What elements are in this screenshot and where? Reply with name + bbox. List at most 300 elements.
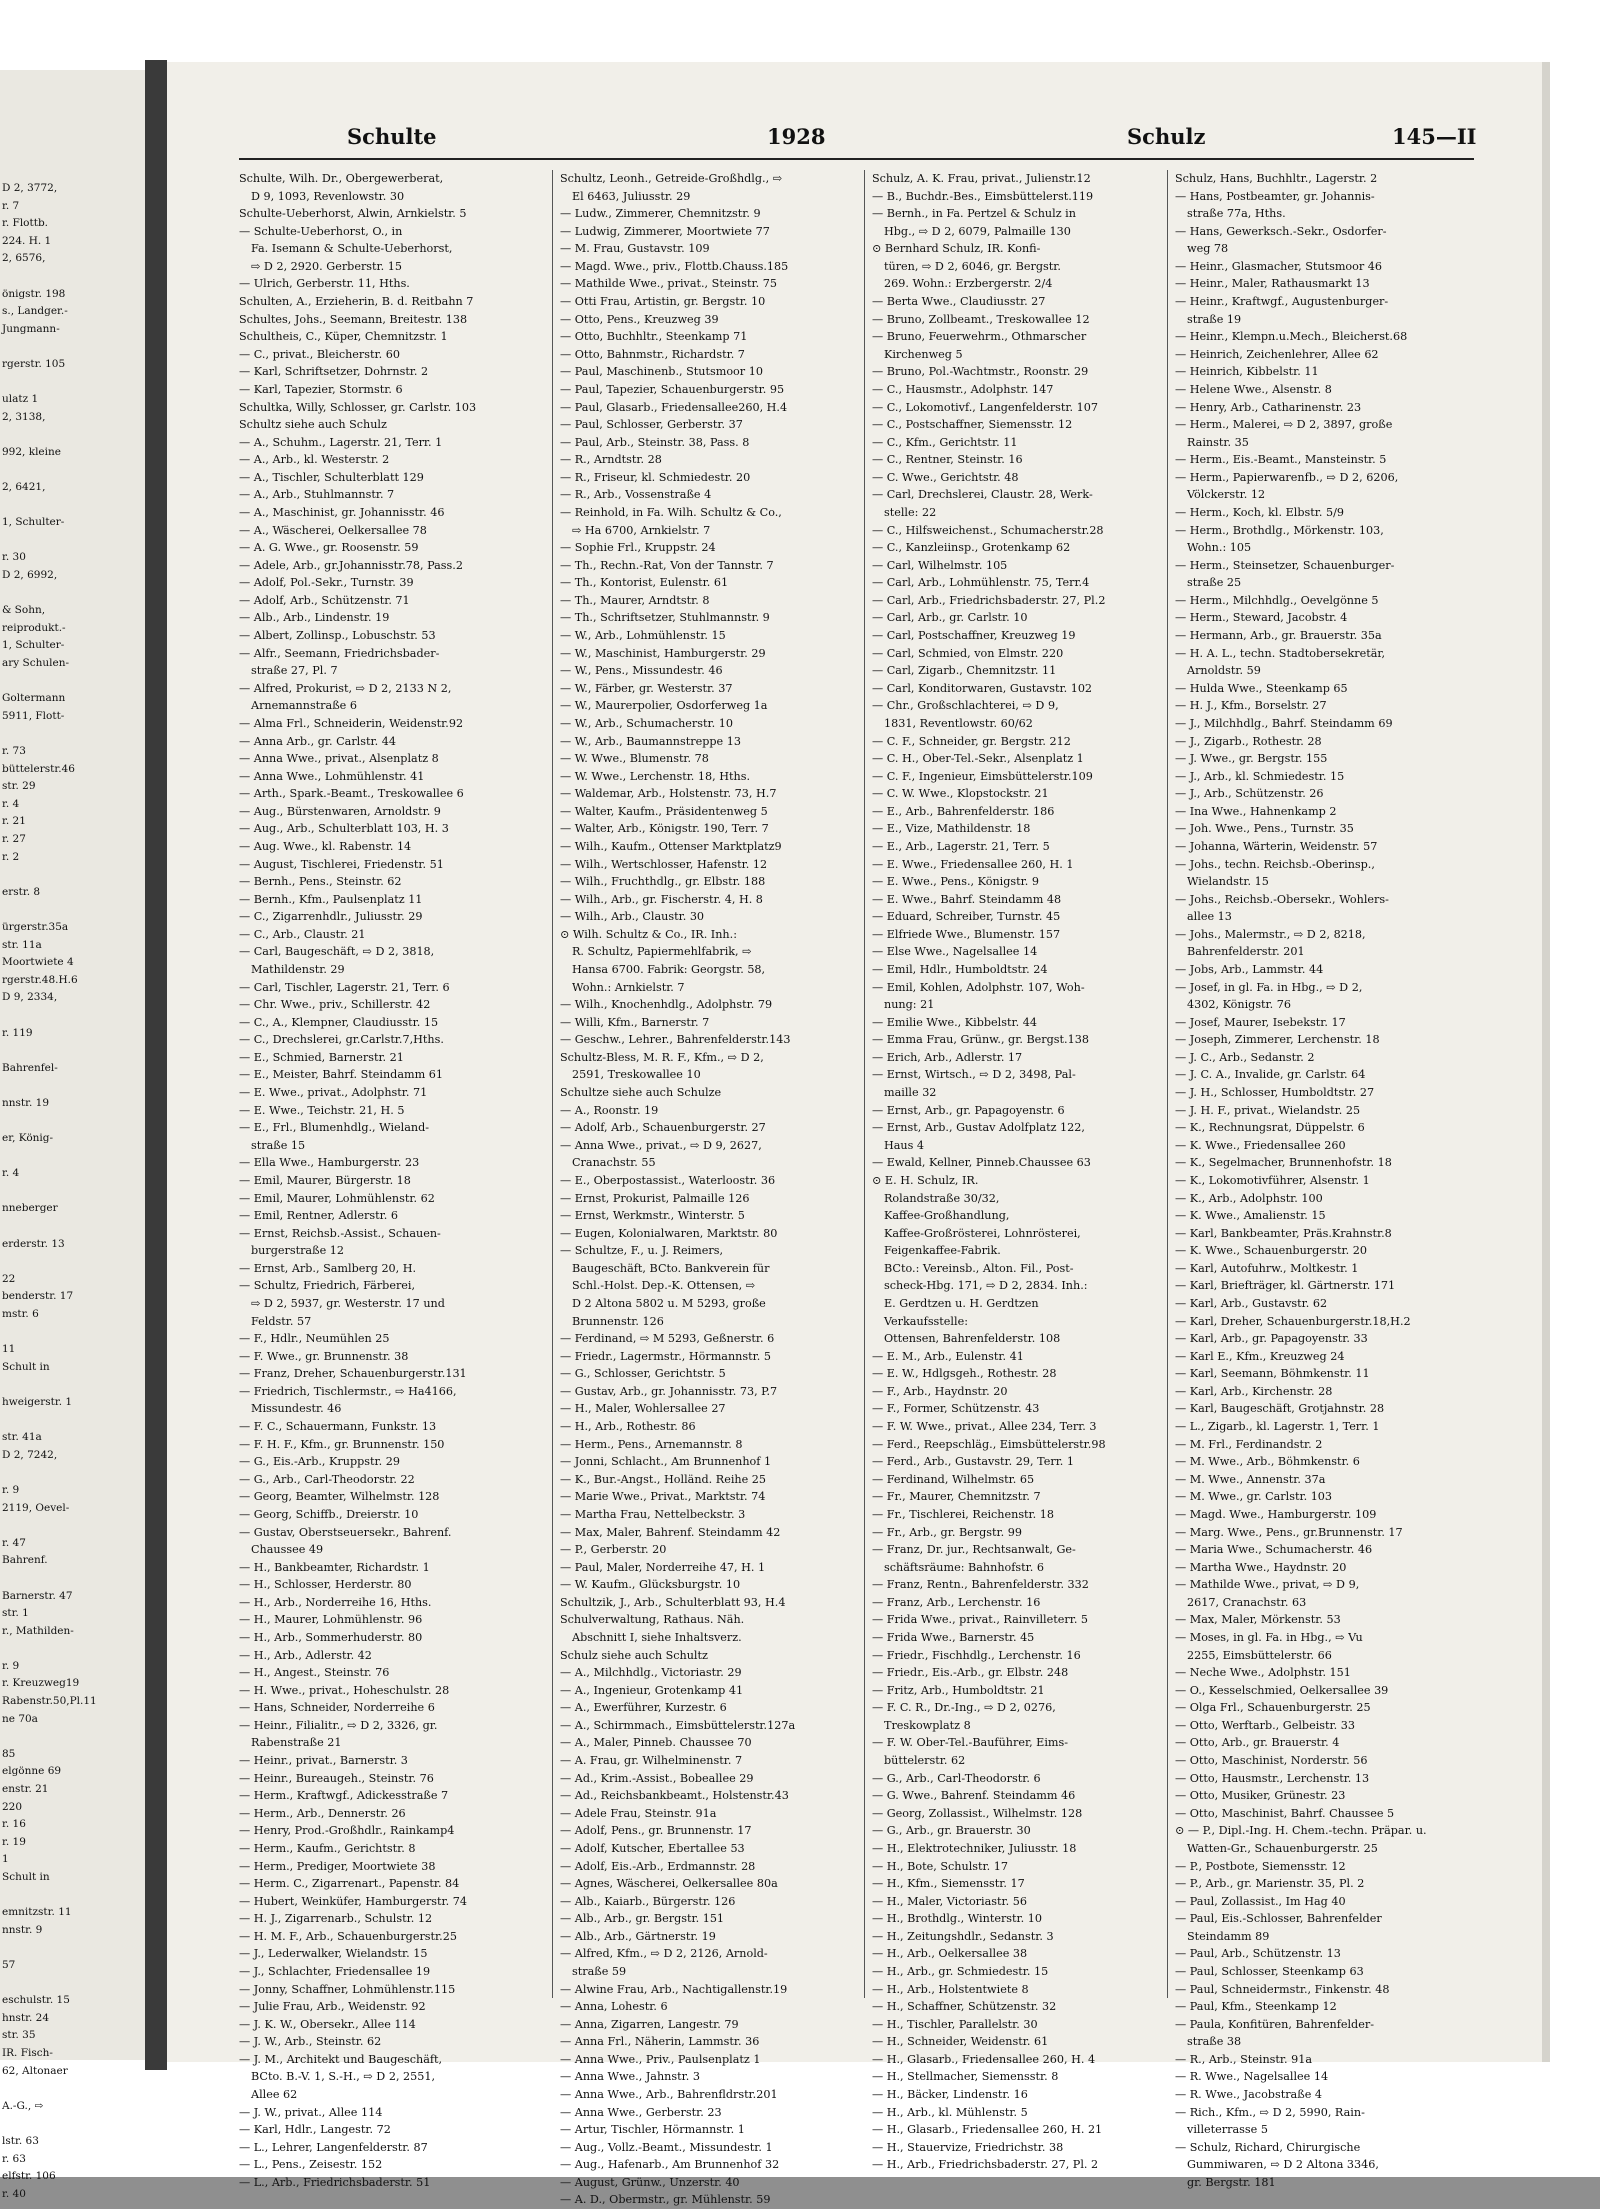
directory-entry-line: — E., Meister, Bahrf. Steindamm 61 bbox=[239, 1068, 444, 1082]
left-page-line: 85 bbox=[2, 1747, 16, 1760]
directory-entry-line: — J. C. A., Invalide, gr. Carlstr. 64 bbox=[1175, 1068, 1366, 1082]
directory-entry-line: — E. Wwe., Bahrf. Steindamm 48 bbox=[872, 892, 1062, 906]
directory-entry-line: 1831, Reventlowstr. 60/62 bbox=[884, 716, 1033, 730]
left-page-line: 2119, Oevel- bbox=[2, 1501, 70, 1514]
directory-entry-line: — Alma Frl., Schneiderin, Weidenstr.92 bbox=[239, 716, 464, 730]
directory-entry-line: — Albert, Zollinsp., Lobuschstr. 53 bbox=[239, 629, 436, 643]
left-page-line: D 9, 2334, bbox=[2, 991, 58, 1004]
directory-entry-line: 4302, Königstr. 76 bbox=[1187, 998, 1292, 1012]
directory-entry-line: — Bernh., Kfm., Paulsenplatz 11 bbox=[239, 892, 423, 906]
left-page-line bbox=[2, 497, 142, 515]
directory-entry-line: 2255, Eimsbüttelerstr. 66 bbox=[1187, 1648, 1332, 1662]
directory-entry-line: — Carl, Tischler, Lagerstr. 21, Terr. 6 bbox=[239, 980, 450, 994]
left-page-line: r. 73 bbox=[2, 745, 26, 757]
directory-entry-line: — Carl, Arb., gr. Carlstr. 10 bbox=[872, 611, 1028, 625]
left-page-line bbox=[2, 1640, 142, 1658]
directory-entry-line: — Schulte-Ueberhorst, O., in bbox=[239, 224, 403, 238]
directory-entry-line: — H., Arb., Oelkersallee 38 bbox=[872, 1947, 1028, 1961]
directory-entry-line: — Fr., Maurer, Chemnitzstr. 7 bbox=[872, 1490, 1041, 1504]
left-page-line: Schult in bbox=[2, 1360, 50, 1373]
directory-entry-line: — Carl, Postschaffner, Kreuzweg 19 bbox=[872, 629, 1076, 643]
directory-entry-line: — H., Elektrotechniker, Juliusstr. 18 bbox=[872, 1841, 1077, 1855]
directory-entry-line: ⇨ Ha 6700, Arnkielstr. 7 bbox=[572, 523, 711, 537]
directory-entry-line: — K. Wwe., Friedensallee 260 bbox=[1175, 1138, 1346, 1152]
directory-entry-line: straße 19 bbox=[1187, 312, 1242, 326]
directory-entry-line: — Carl, Konditorwaren, Gustavstr. 102 bbox=[872, 681, 1093, 695]
directory-entry-line: Abschnitt I, siehe Inhaltsverz. bbox=[572, 1630, 742, 1644]
directory-entry-line: straße 59 bbox=[572, 1964, 627, 1978]
directory-entry-line: — G., Arb., gr. Brauerstr. 30 bbox=[872, 1824, 1031, 1838]
left-page-line: r. 7 bbox=[2, 199, 20, 212]
left-page-line: str. 35 bbox=[2, 2029, 36, 2042]
directory-entry-line: — Anna, Lohestr. 6 bbox=[560, 2000, 668, 2014]
directory-entry-line: — Fr., Arb., gr. Bergstr. 99 bbox=[872, 1525, 1022, 1539]
directory-entry-line: — H., Maler, Wohlersallee 27 bbox=[560, 1402, 726, 1416]
directory-entry-line: Kaffee-Großrösterei, Lohnrösterei, bbox=[884, 1226, 1081, 1240]
directory-entry-line: — Helene Wwe., Alsenstr. 8 bbox=[1175, 382, 1332, 396]
directory-entry-line: — Walter, Arb., Königstr. 190, Terr. 7 bbox=[560, 822, 769, 836]
running-head-right: Schulz bbox=[1127, 124, 1206, 149]
directory-entry-line: — Ferdinand, ⇨ M 5293, Geßnerstr. 6 bbox=[560, 1332, 775, 1346]
directory-entry-line: — Paula, Konfitüren, Bahrenfelder- bbox=[1175, 2017, 1374, 2031]
directory-entry-line: — Otto, Pens., Kreuzweg 39 bbox=[560, 312, 719, 326]
directory-entry-line: — Sophie Frl., Kruppstr. 24 bbox=[560, 541, 716, 555]
directory-entry-line: Schulz, A. K. Frau, privat., Julienstr.12 bbox=[872, 172, 1091, 185]
directory-entry-line: — Alfr., Seemann, Friedrichsbader- bbox=[239, 646, 440, 660]
directory-entry-line: straße 25 bbox=[1187, 576, 1242, 590]
directory-entry-line: — E. Wwe., privat., Adolphstr. 71 bbox=[239, 1086, 428, 1100]
directory-entry-line: scheck-Hbg. 171, ⇨ D 2, 2834. Inh.: bbox=[884, 1279, 1088, 1293]
directory-entry-line: BCto. B.-V. 1, S.-H., ⇨ D 2, 2551, bbox=[251, 2070, 436, 2084]
directory-entry-line: — Georg, Beamter, Wilhelmstr. 128 bbox=[239, 1490, 440, 1504]
directory-entry-line: — F. W. Wwe., privat., Allee 234, Terr. 3 bbox=[872, 1420, 1097, 1434]
directory-entry-line: — W., Arb., Baumannstreppe 13 bbox=[560, 734, 741, 748]
directory-entry-line: — Eduard, Schreiber, Turnstr. 45 bbox=[872, 910, 1061, 924]
directory-entry-line: straße 15 bbox=[251, 1138, 306, 1152]
directory-entry-line: — Martha Wwe., Haydnstr. 20 bbox=[1175, 1560, 1347, 1574]
directory-entry-line: — Paul, Zollassist., Im Hag 40 bbox=[1175, 1894, 1346, 1908]
directory-entry-line: — J., Schlachter, Friedensallee 19 bbox=[239, 1964, 431, 1978]
directory-entry-line: büttelerstr. 62 bbox=[884, 1754, 966, 1768]
directory-entry-line: Rolandstraße 30/32, bbox=[884, 1191, 1000, 1205]
directory-entry-line: — Magd. Wwe., priv., Flottb.Chauss.185 bbox=[560, 259, 789, 273]
directory-entry-line: straße 77a, Hths. bbox=[1187, 207, 1286, 221]
directory-entry-line: — Jobs, Arb., Lammstr. 44 bbox=[1175, 963, 1324, 977]
directory-entry-line: — Karl, Hdlr., Langestr. 72 bbox=[239, 2123, 391, 2137]
directory-entry-line: — Heinr., Maler, Rathausmarkt 13 bbox=[1175, 277, 1370, 291]
directory-entry-line: Brunnenstr. 126 bbox=[572, 1314, 664, 1328]
directory-entry-line: — Herm. C., Zigarrenart., Papenstr. 84 bbox=[239, 1877, 460, 1891]
directory-entry-line: — Wilh., Knochenhdlg., Adolphstr. 79 bbox=[560, 998, 773, 1012]
left-page-line: r. 119 bbox=[2, 1026, 33, 1039]
left-page-line: 1, Schulter- bbox=[2, 639, 65, 652]
running-head-left: Schulte bbox=[347, 124, 437, 149]
directory-entry-line: — Ferdinand, Wilhelmstr. 65 bbox=[872, 1472, 1035, 1486]
directory-entry-line: — Fritz, Arb., Humboldtstr. 21 bbox=[872, 1683, 1045, 1697]
directory-entry-line: — Herm., Eis.-Beamt., Mansteinstr. 5 bbox=[1175, 453, 1387, 467]
directory-entry-line: ⇨ D 2, 2920. Gerberstr. 15 bbox=[251, 259, 403, 273]
directory-entry-line: — Julie Frau, Arb., Weidenstr. 92 bbox=[239, 2000, 426, 2014]
directory-entry-line: — Rich., Kfm., ⇨ D 2, 5990, Rain- bbox=[1175, 2105, 1365, 2119]
directory-entry-line: — H., Zeitungshdlr., Sedanstr. 3 bbox=[872, 1929, 1054, 1943]
directory-entry-line: — Anna Wwe., Arb., Bahrenfldrstr.201 bbox=[560, 2088, 778, 2102]
directory-entry-line: — Alb., Arb., Gärtnerstr. 19 bbox=[560, 1929, 716, 1943]
directory-entry-line: Wohn.: 105 bbox=[1187, 541, 1252, 555]
left-page-line: 57 bbox=[2, 1958, 16, 1971]
directory-entry-line: — Ernst, Arb., Samlberg 20, H. bbox=[239, 1261, 417, 1275]
directory-entry-line: — J. M., Architekt und Baugeschäft, bbox=[239, 2052, 443, 2066]
directory-entry-line: — Wilh., Kaufm., Ottenser Marktplatz9 bbox=[560, 839, 782, 853]
directory-entry-line: — E. Wwe., Pens., Königstr. 9 bbox=[872, 875, 1039, 889]
directory-entry-line: — W., Maurerpolier, Osdorferweg 1a bbox=[560, 699, 768, 713]
directory-entry-line: — A., Ewerführer, Kurzestr. 6 bbox=[560, 1701, 727, 1715]
left-page-line: nneberger bbox=[2, 1202, 58, 1215]
directory-entry-line: 2617, Cranachstr. 63 bbox=[1187, 1595, 1307, 1609]
left-page-line: 220 bbox=[2, 1800, 23, 1813]
directory-entry-line: — R., Arb., Vossenstraße 4 bbox=[560, 488, 712, 502]
directory-entry-line: — Anna Wwe., privat., ⇨ D 9, 2627, bbox=[560, 1138, 762, 1152]
directory-entry-line: — Carl, Wilhelmstr. 105 bbox=[872, 558, 1008, 572]
directory-entry-line: — C., privat., Bleicherstr. 60 bbox=[239, 347, 400, 361]
directory-entry-line: — E. W., Hdlgsgeh., Rothestr. 28 bbox=[872, 1367, 1057, 1381]
directory-entry-line: Völckerstr. 12 bbox=[1187, 488, 1266, 502]
directory-entry-line: — Ina Wwe., Hahnenkamp 2 bbox=[1175, 804, 1337, 818]
directory-entry-line: Kaffee-Großhandlung, bbox=[884, 1209, 1010, 1223]
directory-entry-line: — Wilh., Fruchthdlg., gr. Elbstr. 188 bbox=[560, 875, 766, 889]
directory-entry-line: — Henry, Prod.-Großhdlr., Rainkamp4 bbox=[239, 1824, 455, 1838]
directory-entry-line: — Erich, Arb., Adlerstr. 17 bbox=[872, 1050, 1023, 1064]
directory-entry-line: — Emil, Rentner, Adlerstr. 6 bbox=[239, 1209, 398, 1223]
directory-entry-line: — Karl, Tapezier, Stormstr. 6 bbox=[239, 382, 403, 396]
directory-entry-line: — H. A. L., techn. Stadtobersekretär, bbox=[1175, 646, 1386, 660]
directory-entry-line: — Karl, Arb., gr. Papagoyenstr. 33 bbox=[1175, 1332, 1368, 1346]
directory-entry-line: Rainstr. 35 bbox=[1187, 435, 1249, 449]
directory-entry-line: — Heinrich, Zeichenlehrer, Allee 62 bbox=[1175, 347, 1379, 361]
left-page-line: mstr. 6 bbox=[2, 1308, 39, 1320]
directory-entry-line: — W. Wwe., Blumenstr. 78 bbox=[560, 752, 709, 766]
left-page-line bbox=[2, 1148, 142, 1166]
directory-entry-line: — Ernst, Wirtsch., ⇨ D 2, 3498, Pal- bbox=[872, 1068, 1076, 1082]
directory-entry-line: — E. M., Arb., Eulenstr. 41 bbox=[872, 1349, 1024, 1363]
directory-entry-line: — Heinr., Kraftwgf., Augustenburger- bbox=[1175, 295, 1389, 309]
directory-entry-line: — P., Postbote, Siemensstr. 12 bbox=[1175, 1859, 1346, 1873]
directory-entry-line: — R., Friseur, kl. Schmiedestr. 20 bbox=[560, 470, 751, 484]
directory-entry-line: — Karl, Arb., Gustavstr. 62 bbox=[1175, 1297, 1328, 1310]
directory-column-2 bbox=[560, 170, 862, 2209]
left-page-line: er, König- bbox=[2, 1132, 54, 1145]
left-page-line bbox=[2, 1887, 142, 1905]
directory-entry-line: — Herm., Steward, Jacobstr. 4 bbox=[1175, 611, 1348, 625]
directory-column-4 bbox=[1175, 170, 1477, 2191]
directory-entry-line: — Reinhold, in Fa. Wilh. Schultz & Co., bbox=[560, 505, 782, 519]
directory-entry-line: — M. Wwe., Arb., Böhmkenstr. 6 bbox=[1175, 1455, 1360, 1469]
directory-entry-line: — C., Zigarrenhdlr., Juliusstr. 29 bbox=[239, 910, 423, 924]
left-page-line bbox=[2, 1007, 142, 1025]
directory-entry-line: — Paul, Arb., Steinstr. 38, Pass. 8 bbox=[560, 435, 750, 449]
directory-entry-line: maille 32 bbox=[884, 1086, 937, 1100]
directory-entry-line: — H., Arb., Friedrichsbaderstr. 27, Pl. 2 bbox=[872, 2158, 1099, 2172]
directory-entry-line: — F. C. R., Dr.-Ing., ⇨ D 2, 0276, bbox=[872, 1701, 1056, 1715]
left-page-line: r. 47 bbox=[2, 1536, 26, 1549]
column-divider bbox=[864, 170, 865, 1998]
directory-entry-line: — Ad., Reichsbankbeamt., Holstenstr.43 bbox=[560, 1789, 789, 1803]
directory-entry-line: — C., Drechslerei, gr.Carlstr.7,Hths. bbox=[239, 1033, 444, 1047]
left-page-line: D 2, 3772, bbox=[2, 182, 58, 194]
directory-entry-line: — H., Stauervize, Friedrichstr. 38 bbox=[872, 2140, 1064, 2154]
left-page-line bbox=[2, 1975, 142, 1993]
directory-entry-line: burgerstraße 12 bbox=[251, 1244, 344, 1258]
directory-entry-line: Schulte-Ueberhorst, Alwin, Arnkielstr. 5 bbox=[239, 207, 467, 221]
page-edge bbox=[1542, 62, 1550, 2062]
left-page-line: hnstr. 24 bbox=[2, 2011, 50, 2024]
left-page-line: emnitzstr. 11 bbox=[2, 1906, 72, 1919]
directory-entry-line: — Herm., Papierwarenfb., ⇨ D 2, 6206, bbox=[1175, 470, 1399, 484]
left-page-line: Bahrenfel- bbox=[2, 1061, 58, 1074]
directory-entry-line: — Agnes, Wäscherei, Oelkersallee 80a bbox=[560, 1877, 778, 1891]
directory-entry-line: Gummiwaren, ⇨ D 2 Altona 3346, bbox=[1187, 2158, 1379, 2172]
left-page-line bbox=[2, 1042, 142, 1060]
left-page-line bbox=[2, 1218, 142, 1236]
left-page-line bbox=[2, 1077, 142, 1095]
directory-entry-line: — F., Former, Schützenstr. 43 bbox=[872, 1402, 1040, 1416]
directory-entry-line: — H. J., Kfm., Borselstr. 27 bbox=[1175, 699, 1327, 713]
directory-entry-line: — Hans, Gewerksch.-Sekr., Osdorfer- bbox=[1175, 224, 1387, 238]
directory-entry-line: Arnemannstraße 6 bbox=[251, 699, 357, 713]
directory-entry-line: — Johs., techn. Reichsb.-Oberinsp., bbox=[1175, 857, 1375, 871]
directory-entry-line: — Heinr., Glasmacher, Stutsmoor 46 bbox=[1175, 259, 1383, 273]
directory-entry-line: — Emil, Maurer, Bürgerstr. 18 bbox=[239, 1173, 411, 1187]
directory-entry-line: Rabenstraße 21 bbox=[251, 1736, 342, 1750]
directory-entry-line: — Otto, Maschinist, Bahrf. Chaussee 5 bbox=[1175, 1806, 1395, 1820]
directory-entry-line: — K. Wwe., Schauenburgerstr. 20 bbox=[1175, 1244, 1367, 1258]
directory-entry-line: — Ludwig, Zimmerer, Moortwiete 77 bbox=[560, 224, 770, 238]
left-page-line: 22 bbox=[2, 1272, 16, 1285]
directory-entry-line: — Otto, Arb., gr. Brauerstr. 4 bbox=[1175, 1736, 1340, 1750]
directory-column-3 bbox=[872, 170, 1174, 2174]
directory-entry-line: — A., Ingenieur, Grotenkamp 41 bbox=[560, 1683, 744, 1697]
left-page-line bbox=[2, 462, 142, 480]
left-page-line bbox=[2, 901, 142, 919]
left-page-line: nnstr. 19 bbox=[2, 1096, 50, 1109]
directory-entry-line: D 9, 1093, Revenlowstr. 30 bbox=[251, 189, 405, 203]
directory-entry-line: — Adolf, Pens., gr. Brunnenstr. 17 bbox=[560, 1824, 752, 1838]
directory-entry-line: — Marg. Wwe., Pens., gr.Brunnenstr. 17 bbox=[1175, 1525, 1403, 1539]
directory-entry-line: — L., Lehrer, Langenfelderstr. 87 bbox=[239, 2140, 428, 2154]
directory-entry-line: — Paul, Schlosser, Gerberstr. 37 bbox=[560, 418, 743, 432]
directory-entry-line: — Herm., Steinsetzer, Schauenburger- bbox=[1175, 558, 1395, 572]
directory-entry-line: — M. Frau, Gustavstr. 109 bbox=[560, 242, 710, 256]
directory-entry-line: — H., Kfm., Siemensstr. 17 bbox=[872, 1877, 1025, 1891]
directory-entry-line: — Emilie Wwe., Kibbelstr. 44 bbox=[872, 1015, 1037, 1029]
directory-entry-line: — A. D., Obermstr., gr. Mühlenstr. 59 bbox=[560, 2193, 771, 2207]
left-page-line: IR. Fisch- bbox=[2, 2046, 53, 2059]
directory-entry-line: — Henry, Arb., Catharinenstr. 23 bbox=[1175, 400, 1362, 414]
directory-entry-line: — H., Arb., Norderreihe 16, Hths. bbox=[239, 1595, 432, 1609]
directory-entry-line: Schultz, Leonh., Getreide-Großhdlg., ⇨ bbox=[560, 172, 783, 185]
left-page-line: erstr. 8 bbox=[2, 885, 41, 898]
directory-entry-line: — R. Wwe., Jacobstraße 4 bbox=[1175, 2088, 1322, 2102]
directory-entry-line: — Alb., Arb., gr. Bergstr. 151 bbox=[560, 1912, 725, 1926]
directory-entry-line: — Th., Kontorist, Eulenstr. 61 bbox=[560, 576, 729, 590]
directory-entry-line: — Alfred, Kfm., ⇨ D 2, 2126, Arnold- bbox=[560, 1947, 768, 1961]
directory-entry-line: ⊙ Bernhard Schulz, IR. Konfi- bbox=[872, 242, 1041, 256]
directory-entry-line: — H., Arb., Sommerhuderstr. 80 bbox=[239, 1630, 423, 1644]
directory-entry-line: — Friedr., Fischhdlg., Lerchenstr. 16 bbox=[872, 1648, 1081, 1662]
directory-entry-line: Verkaufsstelle: bbox=[884, 1314, 968, 1328]
directory-entry-line: — Hans, Postbeamter, gr. Johannis- bbox=[1175, 189, 1375, 203]
directory-entry-line: — Adele Frau, Steinstr. 91a bbox=[560, 1806, 717, 1820]
directory-entry-line: — Paul, Eis.-Schlosser, Bahrenfelder bbox=[1175, 1912, 1382, 1926]
directory-entry-line: — Schulz, Richard, Chirurgische bbox=[1175, 2140, 1361, 2154]
left-page-line: önigstr. 198 bbox=[2, 287, 66, 300]
left-page-line bbox=[2, 1253, 142, 1271]
directory-entry-line: — Paul, Schneidermstr., Finkenstr. 48 bbox=[1175, 1982, 1390, 1996]
directory-entry-line: — R. Wwe., Nagelsallee 14 bbox=[1175, 2070, 1329, 2084]
directory-entry-line: — Adolf, Kutscher, Ebertallee 53 bbox=[560, 1841, 745, 1855]
directory-entry-line: — H., Arb., Adlerstr. 42 bbox=[239, 1648, 372, 1662]
directory-entry-line: — H., Bankbeamter, Richardstr. 1 bbox=[239, 1560, 430, 1574]
left-page-line: ürgerstr.35a bbox=[2, 920, 69, 933]
directory-entry-line: Schultka, Willy, Schlosser, gr. Carlstr. 103 bbox=[239, 400, 477, 414]
directory-entry-line: — Carl, Arb., Friedrichsbaderstr. 27, Pl.2 bbox=[872, 593, 1106, 607]
directory-entry-line: Schultz-Bless, M. R. F., Kfm., ⇨ D 2, bbox=[560, 1050, 764, 1064]
directory-entry-line: — F. C., Schauermann, Funkstr. 13 bbox=[239, 1420, 437, 1434]
directory-entry-line: — Otto, Hausmstr., Lerchenstr. 13 bbox=[1175, 1771, 1370, 1785]
directory-entry-line: Bahrenfelderstr. 201 bbox=[1187, 945, 1305, 959]
left-page-line bbox=[2, 1939, 142, 1957]
directory-entry-line: — Otto, Musiker, Grünestr. 23 bbox=[1175, 1789, 1346, 1803]
directory-entry-line: — A., Wäscherei, Oelkersallee 78 bbox=[239, 523, 427, 537]
directory-entry-line: ⊙ — P., Dipl.-Ing. H. Chem.-techn. Präpar. u. bbox=[1175, 1824, 1427, 1838]
left-page-line: A.-G., ⇨ bbox=[2, 2099, 44, 2112]
directory-entry-line: — Paul, Tapezier, Schauenburgerstr. 95 bbox=[560, 382, 785, 396]
directory-entry-line: — Karl, Dreher, Schauenburgerstr.18,H.2 bbox=[1175, 1314, 1411, 1328]
left-page-line bbox=[2, 866, 142, 884]
directory-entry-line: Feldstr. 57 bbox=[251, 1314, 312, 1328]
directory-entry-line: — J. W., Arb., Steinstr. 62 bbox=[239, 2035, 382, 2049]
directory-entry-line: — J. Wwe., gr. Bergstr. 155 bbox=[1175, 752, 1328, 766]
directory-entry-line: — A., Milchhdlg., Victoriastr. 29 bbox=[560, 1666, 742, 1680]
directory-entry-line: — August, Grünw., Unzerstr. 40 bbox=[560, 2175, 740, 2189]
directory-entry-line: gr. Bergstr. 181 bbox=[1187, 2175, 1276, 2189]
directory-entry-line: — Th., Rechn.-Rat, Von der Tannstr. 7 bbox=[560, 558, 774, 572]
directory-entry-line: — Adolf, Pol.-Sekr., Turnstr. 39 bbox=[239, 576, 414, 590]
left-page-line: str. 1 bbox=[2, 1607, 29, 1620]
directory-entry-line: — H., Maurer, Lohmühlenstr. 96 bbox=[239, 1613, 423, 1627]
directory-entry-line: — Herm., Koch, kl. Elbstr. 5/9 bbox=[1175, 505, 1344, 519]
directory-entry-line: Treskowplatz 8 bbox=[884, 1718, 971, 1732]
directory-entry-line: — Franz, Arb., Lerchenstr. 16 bbox=[872, 1595, 1041, 1609]
directory-entry-line: — H., Glasarb., Friedensallee 260, H. 21 bbox=[872, 2123, 1103, 2137]
directory-entry-line: — C. W. Wwe., Klopstockstr. 21 bbox=[872, 787, 1049, 801]
directory-entry-line: — Bernh., in Fa. Pertzel & Schulz in bbox=[872, 207, 1076, 221]
directory-entry-line: — H., Brothdlg., Winterstr. 10 bbox=[872, 1912, 1042, 1926]
directory-entry-line: — Heinr., Bureaugeh., Steinstr. 76 bbox=[239, 1771, 434, 1785]
directory-entry-line: — Martha Frau, Nettelbeckstr. 3 bbox=[560, 1507, 746, 1521]
directory-entry-line: allee 13 bbox=[1187, 910, 1232, 924]
directory-entry-line: — W. Wwe., Lerchenstr. 18, Hths. bbox=[560, 769, 751, 783]
left-page-line: Jungmann- bbox=[2, 322, 60, 335]
directory-entry-line: Allee 62 bbox=[251, 2088, 298, 2102]
column-divider bbox=[552, 170, 553, 1998]
directory-entry-line: — Franz, Rentn., Bahrenfelderstr. 332 bbox=[872, 1578, 1089, 1592]
left-page-line: r. Kreuzweg19 bbox=[2, 1677, 80, 1690]
directory-entry-line: — A., Schuhm., Lagerstr. 21, Terr. 1 bbox=[239, 435, 443, 449]
directory-entry-line: — E., Schmied, Barnerstr. 21 bbox=[239, 1050, 404, 1064]
directory-entry-line: — Karl, Seemann, Böhmkenstr. 11 bbox=[1175, 1367, 1370, 1381]
directory-entry-line: — K., Lokomotivführer, Alsenstr. 1 bbox=[1175, 1173, 1370, 1187]
left-page-line bbox=[2, 1412, 142, 1430]
directory-entry-line: — Georg, Zollassist., Wilhelmstr. 128 bbox=[872, 1806, 1083, 1820]
left-page-line: elgönne 69 bbox=[2, 1765, 62, 1778]
directory-entry-line: — Gustav, Oberstseuersekr., Bahrenf. bbox=[239, 1525, 452, 1539]
left-page-line: nnstr. 9 bbox=[2, 1923, 43, 1936]
directory-entry-line: — C., Postschaffner, Siemensstr. 12 bbox=[872, 418, 1073, 432]
directory-entry-line: — G., Schlosser, Gerichtstr. 5 bbox=[560, 1367, 726, 1381]
directory-entry-line: — A., Schirmmach., Eimsbüttelerstr.127a bbox=[560, 1718, 796, 1732]
left-page-line bbox=[2, 673, 142, 691]
left-page-line bbox=[2, 725, 142, 743]
directory-entry-line: — W., Maschinist, Hamburgerstr. 29 bbox=[560, 646, 766, 660]
directory-entry-line: villeterrasse 5 bbox=[1187, 2123, 1268, 2137]
directory-entry-line: — Otto, Bahnmstr., Richardstr. 7 bbox=[560, 347, 745, 361]
directory-entry-line: nung: 21 bbox=[884, 998, 935, 1012]
directory-entry-line: — L., Zigarb., kl. Lagerstr. 1, Terr. 1 bbox=[1175, 1420, 1380, 1434]
directory-entry-line: — P., Arb., gr. Marienstr. 35, Pl. 2 bbox=[1175, 1877, 1365, 1891]
directory-entry-line: ⊙ Wilh. Schultz & Co., IR. Inh.: bbox=[560, 927, 737, 941]
left-page-line: ne 70a bbox=[2, 1712, 38, 1725]
left-page-line: r. 9 bbox=[2, 1483, 20, 1496]
directory-page bbox=[167, 62, 1542, 2207]
directory-entry-line: Hbg., ⇨ D 2, 6079, Palmaille 130 bbox=[884, 224, 1071, 238]
directory-entry-line: — Ewald, Kellner, Pinneb.Chaussee 63 bbox=[872, 1156, 1091, 1170]
directory-entry-line: — Ella Wwe., Hamburgerstr. 23 bbox=[239, 1156, 420, 1170]
directory-entry-line: — Wilh., Arb., gr. Fischerstr. 4, H. 8 bbox=[560, 892, 763, 906]
directory-entry-line: ⊙ E. H. Schulz, IR. bbox=[872, 1173, 979, 1187]
directory-entry-line: — Emil, Kohlen, Adolphstr. 107, Woh- bbox=[872, 980, 1085, 994]
directory-entry-line: — Aug., Bürstenwaren, Arnoldstr. 9 bbox=[239, 804, 441, 818]
directory-entry-line: — A. Frau, gr. Wilhelminenstr. 7 bbox=[560, 1754, 743, 1768]
directory-entry-line: — F. Wwe., gr. Brunnenstr. 38 bbox=[239, 1349, 409, 1363]
directory-entry-line: — J., Lederwalker, Wielandstr. 15 bbox=[239, 1947, 428, 1961]
directory-entry-line: Schulte, Wilh. Dr., Obergewerberat, bbox=[239, 172, 444, 185]
left-page-line: lstr. 63 bbox=[2, 2134, 39, 2147]
directory-entry-line: Watten-Gr., Schauenburgerstr. 25 bbox=[1187, 1841, 1378, 1855]
left-page-line: str. 11a bbox=[2, 938, 42, 951]
directory-entry-line: — Josef, Maurer, Isebekstr. 17 bbox=[1175, 1015, 1346, 1029]
left-page-line bbox=[2, 268, 142, 286]
directory-entry-line: — J., Arb., Schützenstr. 26 bbox=[1175, 787, 1324, 801]
directory-entry-line: — Joseph, Zimmerer, Lerchenstr. 18 bbox=[1175, 1033, 1380, 1047]
directory-entry-line: — Johs., Malermstr., ⇨ D 2, 8218, bbox=[1175, 927, 1366, 941]
directory-entry-line: Schultzik, J., Arb., Schulterblatt 93, H.4 bbox=[560, 1595, 786, 1609]
directory-entry-line: — Schultz, Friedrich, Färberei, bbox=[239, 1279, 416, 1293]
directory-entry-line: — H., Arb., Rothestr. 86 bbox=[560, 1420, 696, 1434]
directory-entry-line: Missundestr. 46 bbox=[251, 1402, 342, 1416]
directory-entry-line: — Karl, Bankbeamter, Präs.Krahnstr.8 bbox=[1175, 1226, 1392, 1240]
directory-entry-line: — Adolf, Arb., Schauenburgerstr. 27 bbox=[560, 1121, 766, 1135]
directory-entry-line: Schulz siehe auch Schultz bbox=[560, 1648, 708, 1662]
directory-entry-line: — Wilh., Arb., Claustr. 30 bbox=[560, 910, 705, 924]
column-divider bbox=[1167, 170, 1168, 1998]
left-page-line: r. 21 bbox=[2, 815, 26, 828]
left-page-line: 2, 3138, bbox=[2, 410, 46, 423]
directory-entry-line: — Anna Wwe., Lohmühlenstr. 41 bbox=[239, 769, 425, 783]
directory-entry-line: — H., Schlosser, Herderstr. 80 bbox=[239, 1578, 412, 1592]
directory-entry-line: — Anna Wwe., Jahnstr. 3 bbox=[560, 2070, 700, 2084]
directory-entry-line: — Mathilde Wwe., privat., Steinstr. 75 bbox=[560, 277, 777, 291]
directory-entry-line: — H., Stellmacher, Siemensstr. 8 bbox=[872, 2070, 1059, 2084]
